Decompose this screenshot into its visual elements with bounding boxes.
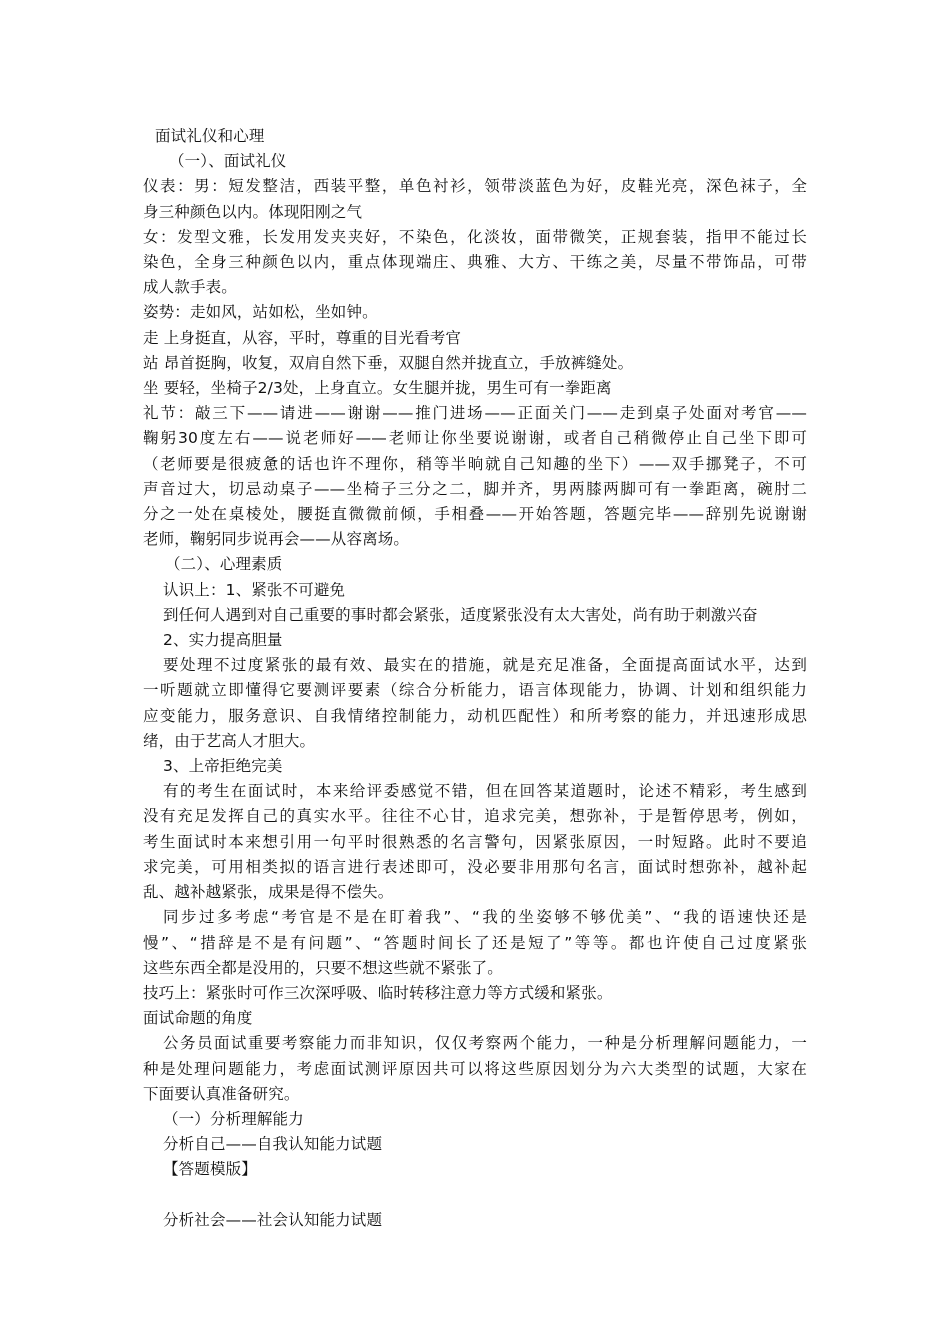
paragraph-overthinking <box>143 905 807 981</box>
text-line: 鞠躬30度左右——说老师好——老师让你坐要说谢谢，或者自己稍微停止自己坐下即可 <box>143 429 807 448</box>
text-line: 乱、越补越紧张，成果是得不偿失。 <box>143 883 394 902</box>
section-heading-etiquette: （一）、面试礼仪 <box>169 152 287 171</box>
paragraph-civil-servant <box>143 1031 807 1107</box>
strength-heading: 2、实力提高胆量 <box>163 631 283 650</box>
text-line: 身三种颜色以内。体现阳刚之气 <box>143 202 363 221</box>
text-line: 没有充足发挥自己的真实水平。往往不心甘，追求完美，想弥补，于是暂停思考，例如， <box>143 807 807 826</box>
text-line: 绪，由于艺高人才胆大。 <box>143 731 316 750</box>
text-line: 礼节：敲三下——请进——谢谢——推门进场——正面关门——走到桌子处面对考官—— <box>143 404 807 423</box>
text-line: 种是处理问题能力，考虑面试测评原因共可以将这些原因划分为六大类型的试题，大家在 <box>143 1059 807 1078</box>
awareness-heading: 认识上：1、紧张不可避免 <box>163 580 346 599</box>
text-line: 同步过多考虑“考官是不是在盯着我”、“我的坐姿够不够优美”、“我的语速快还是 <box>163 908 807 927</box>
awareness-body: 到任何人遇到对自己重要的事时都会紧张，适度紧张没有太大害处，尚有助于刺激兴奋 <box>163 605 758 624</box>
sit-line: 坐 要轻，坐椅子2/3处，上身直立。女生腿并拢，男生可有一拳距离 <box>143 379 612 398</box>
question-angle-heading: 面试命题的角度 <box>143 1009 253 1028</box>
text-line: 要处理不过度紧张的最有效、最实在的措施，就是充足准备，全面提高面试水平，达到 <box>163 656 807 675</box>
self-analysis-heading: 分析自己——自我认知能力试题 <box>163 1135 383 1154</box>
text-line: 下面要认真准备研究。 <box>143 1084 300 1103</box>
paragraph-appearance-female <box>143 225 807 301</box>
text-line: 求完美，可用相类拟的语言进行表述即可，没必要非用那句名言，面试时想弥补，越补起 <box>143 857 807 876</box>
walk-line: 走 上身挺直，从容，平时，尊重的目光看考官 <box>143 328 462 347</box>
text-line: 分之一处在桌棱处，腰挺直微微前倾，手相叠——开始答题，答题完毕——辞别先说谢谢 <box>143 505 807 524</box>
text-line: 女：发型文雅，长发用发夹夹好，不染色，化淡妆，面带微笑，正规套装，指甲不能过长 <box>143 227 807 246</box>
document-page <box>143 124 807 1233</box>
technique-line: 技巧上：紧张时可作三次深呼吸、临时转移注意力等方式缓和紧张。 <box>143 983 613 1002</box>
text-line: 有的考生在面试时，本来给评委感觉不错，但在回答某道题时，论述不精彩，考生感到 <box>163 782 807 801</box>
stand-line: 站 昂首挺胸，收复，双肩自然下垂，双腿自然并拢直立，手放裤缝处。 <box>143 353 634 372</box>
text-line: （老师要是很疲惫的话也许不理你，稍等半晌就自己知趣的坐下）——双手挪凳子，不可 <box>143 454 807 473</box>
text-line: 声音过大，切忌动桌子——坐椅子三分之二，脚并齐，男两膝两脚可有一拳距离，碗肘二 <box>143 479 807 498</box>
paragraph-perfection <box>143 779 807 905</box>
text-line: 老师，鞠躬同步说再会——从容离场。 <box>143 530 410 549</box>
text-line: 一听题就立即懂得它要测评要素（综合分析能力，语言体现能力，协调、计划和组织能力 <box>143 681 807 700</box>
blank-line <box>143 1183 807 1208</box>
text-line: 应变能力，服务意识、自我情绪控制能力，动机匹配性）和所考察的能力，并迅速形成思 <box>143 706 807 725</box>
text-line: 这些东西全都是没用的，只要不想这些就不紧张了。 <box>143 958 503 977</box>
text-line: 公务员面试重要考察能力而非知识，仅仅考察两个能力，一种是分析理解问题能力，一 <box>163 1034 807 1053</box>
text-line: 慢”、“措辞是不是有问题”、“答题时间长了还是短了”等等。都也许使自己过度紧张 <box>143 933 807 952</box>
paragraph-manners <box>143 401 807 552</box>
text-line: 考生面试时本来想引用一句平时很熟悉的名言警句，因紧张原因，一时短路。此时不要追 <box>143 832 807 851</box>
society-analysis-heading: 分析社会——社会认知能力试题 <box>163 1210 383 1229</box>
text-line: 染色，全身三种颜色以内，重点体现端庄、典雅、大方、干练之美，尽量不带饰品，可带 <box>143 253 807 272</box>
section-heading-psychology: （二）、心理素质 <box>165 555 283 574</box>
perfection-heading: 3、上帝拒绝完美 <box>163 757 283 776</box>
text-line: 成人款手表。 <box>143 278 237 297</box>
analysis-heading: （一）分析理解能力 <box>163 1109 304 1128</box>
answer-template-label: 【答题模版】 <box>163 1160 257 1179</box>
posture-line: 姿势：走如风，站如松，坐如钟。 <box>143 303 378 322</box>
paragraph-appearance-male <box>143 174 807 224</box>
document-title: 面试礼仪和心理 <box>155 127 265 145</box>
paragraph-strength <box>143 653 807 754</box>
text-line: 仪表：男：短发整洁，西装平整，单色衬衫，领带淡蓝色为好，皮鞋光亮，深色袜子，全 <box>143 177 807 196</box>
